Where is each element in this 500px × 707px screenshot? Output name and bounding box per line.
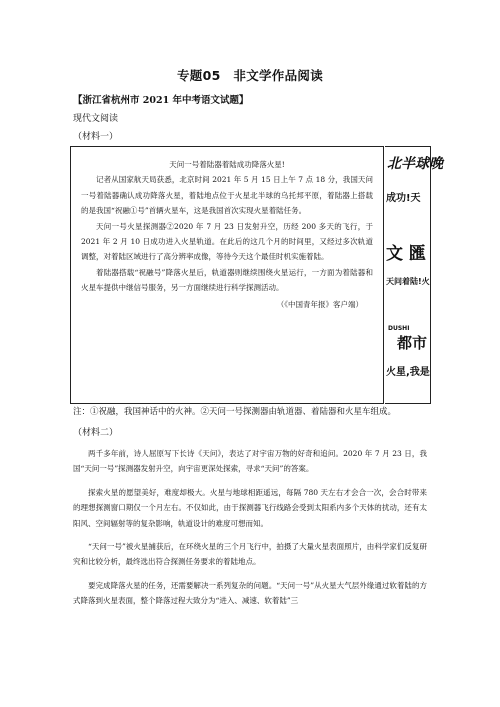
- newspaper-headline: 天问着陆!火: [386, 277, 430, 286]
- newspaper-clippings: [385, 146, 443, 404]
- newspaper-masthead: 都市: [397, 334, 428, 352]
- material1-label: （材料一）: [73, 132, 119, 142]
- news-paragraph: 着陆器搭载“祝融号”降落火星后，轨道器则继续围绕火星运行，一方面为着陆器和火星车提供中继信号服务，另一方面继续进行科学探测活动。: [81, 267, 373, 293]
- newspaper-masthead: 文 匯: [386, 244, 426, 264]
- news-headline: 天问一号着陆器着陆成功降落火星!: [169, 160, 285, 169]
- newspaper-masthead: 北半球晚: [387, 156, 443, 172]
- material2-body: [73, 446, 427, 609]
- newspaper-front-3: [385, 325, 430, 399]
- paragraph: 两千多年前，诗人屈原写下长诗《天问》，表达了对宇宙万物的好奇和追问。2020 年 7 月 23 日，我国“天问一号”探测器发射升空，向宇宙更深处探索，寻求“天问”的答案。: [73, 449, 427, 474]
- paragraph: “天问一号”被火星捕获后，在环绕火星的三个月飞行中，拍摄了大量火星表面照片，由科学家们反复研究和比较分析，最终选出符合探测任务要求的着陆地点。: [73, 542, 427, 567]
- newspaper-front-1: [385, 153, 443, 211]
- section-label: 现代文阅读: [73, 114, 119, 124]
- paragraph: 探索火星的愿望美好，难度却极大。火星与地球相距遥远，每隔 780 天左右才会合一次，会合时带来的理想探测窗口期仅一个月左右。不仅如此，由于探测器飞行线路会受到太阳系内多个天体的扰动，还有太阳风、空间辐射等的复杂影响，轨道设计的难度可想而知。: [73, 487, 427, 528]
- newspaper-front-2: [385, 239, 430, 301]
- page-title: 专题05 非文学作品阅读: [177, 68, 323, 83]
- news-paragraph: 天问一号火星探测器②2020 年 7 月 23 日发射升空，历经 200 多天的飞行，于 2021 年 2 月 10 日成功进入火星轨道。在此后的这几个月的时间里，又经过多次轨道调整，对着陆区域进行了高分辨率成像，等待今天这个最佳时机实施着陆。: [81, 221, 373, 262]
- footnote: 注：①祝融，我国神话中的火神。②天问一号探测器由轨道器、着陆器和火星车组成。: [73, 407, 397, 417]
- material1-box: [70, 146, 384, 404]
- paragraph: 要完成降落火星的任务，还需要解决一系列复杂的问题。“天问一号”从火星大气层外缘通过软着陆的方式降落到火星表面，整个降落过程大致分为“进入、减速、软着陆”三: [73, 580, 427, 606]
- newspaper-headline: 火星,我是: [386, 367, 430, 378]
- news-credit: （《中国青年报》客户端）: [276, 299, 363, 309]
- newspaper-headline: 成功!天: [386, 193, 421, 204]
- news-paragraph: 记者从国家航天局获悉，北京时间 2021 年 5 月 15 日上午 7 点 18 分，我国天问一号着陆器确认成功降落火星，着陆地点位于火星北半球的乌托邦平原，着陆器上搭载的是我国“祝融①号”首辆火星车，这是我国首次实现火星着陆任务。: [81, 175, 373, 216]
- material2-label: （材料二）: [73, 428, 119, 438]
- newspaper-masthead-latin: DUSHI: [388, 325, 410, 332]
- source-heading: 【浙江省杭州市 2021 年中考语文试题】: [73, 95, 249, 106]
